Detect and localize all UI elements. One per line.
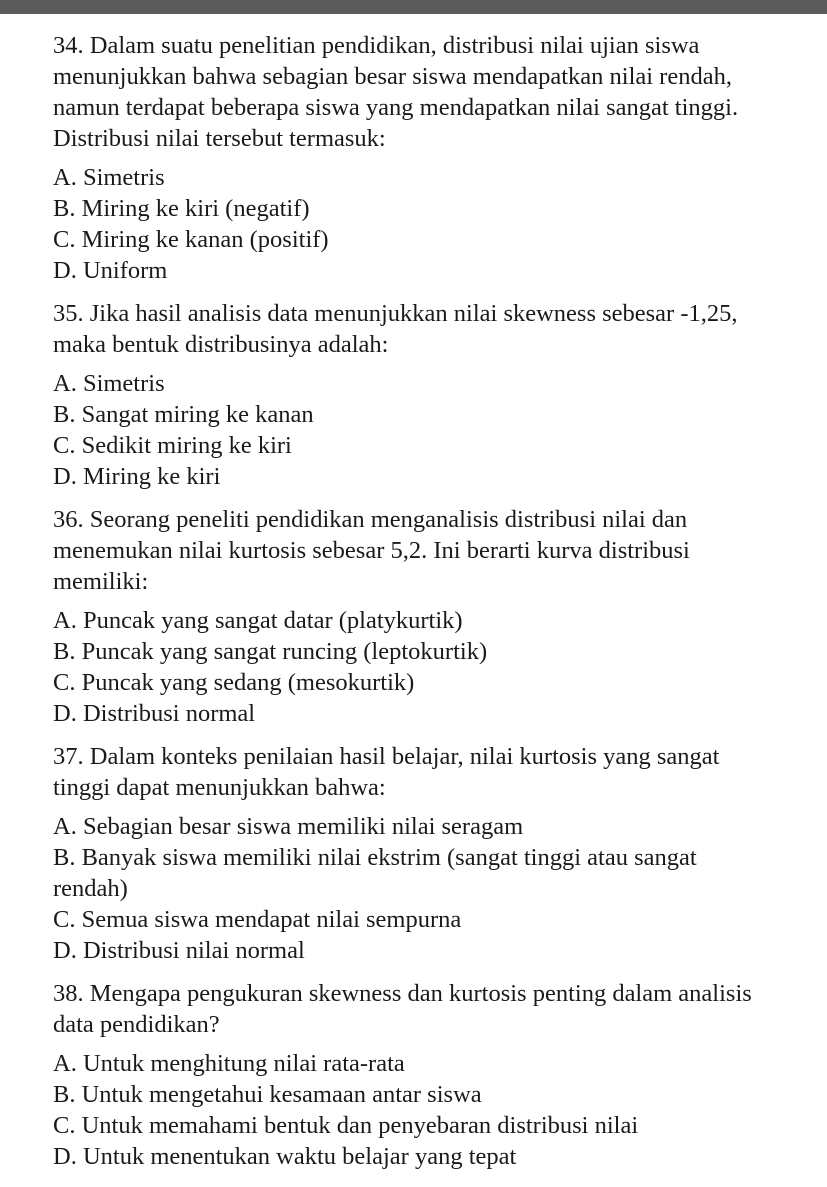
question-stem: 36. Seorang peneliti pendidikan menganalisis distribusi nilai dan menemukan nilai kurtosis sebesar 5,2. Ini berarti kurva distribusi memiliki: — [53, 506, 690, 595]
option-a: A. Puncak yang sangat datar (platykurtik) — [53, 607, 463, 634]
option-c: C. Semua siswa mendapat nilai sempurna — [53, 906, 462, 933]
question-34 — [53, 30, 813, 286]
option-b: B. Banyak siswa memiliki nilai ekstrim (sangat tinggi atau sangat rendah) — [53, 844, 697, 902]
option-b: B. Sangat miring ke kanan — [53, 401, 314, 428]
question-35 — [53, 298, 813, 492]
option-c: C. Miring ke kanan (positif) — [53, 226, 329, 253]
cut-off-previous-line — [52, 14, 572, 20]
option-d: D. Untuk menentukan waktu belajar yang tepat — [53, 1143, 517, 1170]
option-b: B. Untuk mengetahui kesamaan antar siswa — [53, 1081, 482, 1108]
question-stem: 35. Jika hasil analisis data menunjukkan nilai skewness sebesar -1,25, maka bentuk distribusinya adalah: — [53, 300, 738, 358]
option-a: A. Simetris — [53, 164, 165, 191]
option-c: C. Puncak yang sedang (mesokurtik) — [53, 669, 415, 696]
question-stem: 37. Dalam konteks penilaian hasil belajar, nilai kurtosis yang sangat tinggi dapat menunjukkan bahwa: — [53, 743, 720, 801]
option-a: A. Sebagian besar siswa memiliki nilai seragam — [53, 813, 524, 840]
option-d: D. Uniform — [53, 257, 168, 284]
option-d: D. Miring ke kiri — [53, 463, 221, 490]
option-b: B. Miring ke kiri (negatif) — [53, 195, 310, 222]
top-border-bar — [0, 0, 827, 14]
option-b: B. Puncak yang sangat runcing (leptokurtik) — [53, 638, 488, 665]
option-a: A. Simetris — [53, 370, 165, 397]
question-stem: 38. Mengapa pengukuran skewness dan kurtosis penting dalam analisis data pendidikan? — [53, 980, 752, 1038]
option-a: A. Untuk menghitung nilai rata-rata — [53, 1050, 405, 1077]
question-list — [53, 30, 813, 1172]
question-37 — [53, 741, 813, 966]
option-c: C. Untuk memahami bentuk dan penyebaran distribusi nilai — [53, 1112, 639, 1139]
question-36 — [53, 504, 813, 729]
option-c: C. Sedikit miring ke kiri — [53, 432, 292, 459]
question-stem: 34. Dalam suatu penelitian pendidikan, distribusi nilai ujian siswa menunjukkan bahwa sebagian besar siswa mendapatkan nilai rendah, namun terdapat beberapa siswa yang mendapatkan nilai sangat tinggi. Distribusi nilai tersebut termasuk: — [53, 32, 739, 152]
question-38 — [53, 978, 813, 1172]
option-d: D. Distribusi normal — [53, 700, 256, 727]
option-d: D. Distribusi nilai normal — [53, 937, 305, 964]
